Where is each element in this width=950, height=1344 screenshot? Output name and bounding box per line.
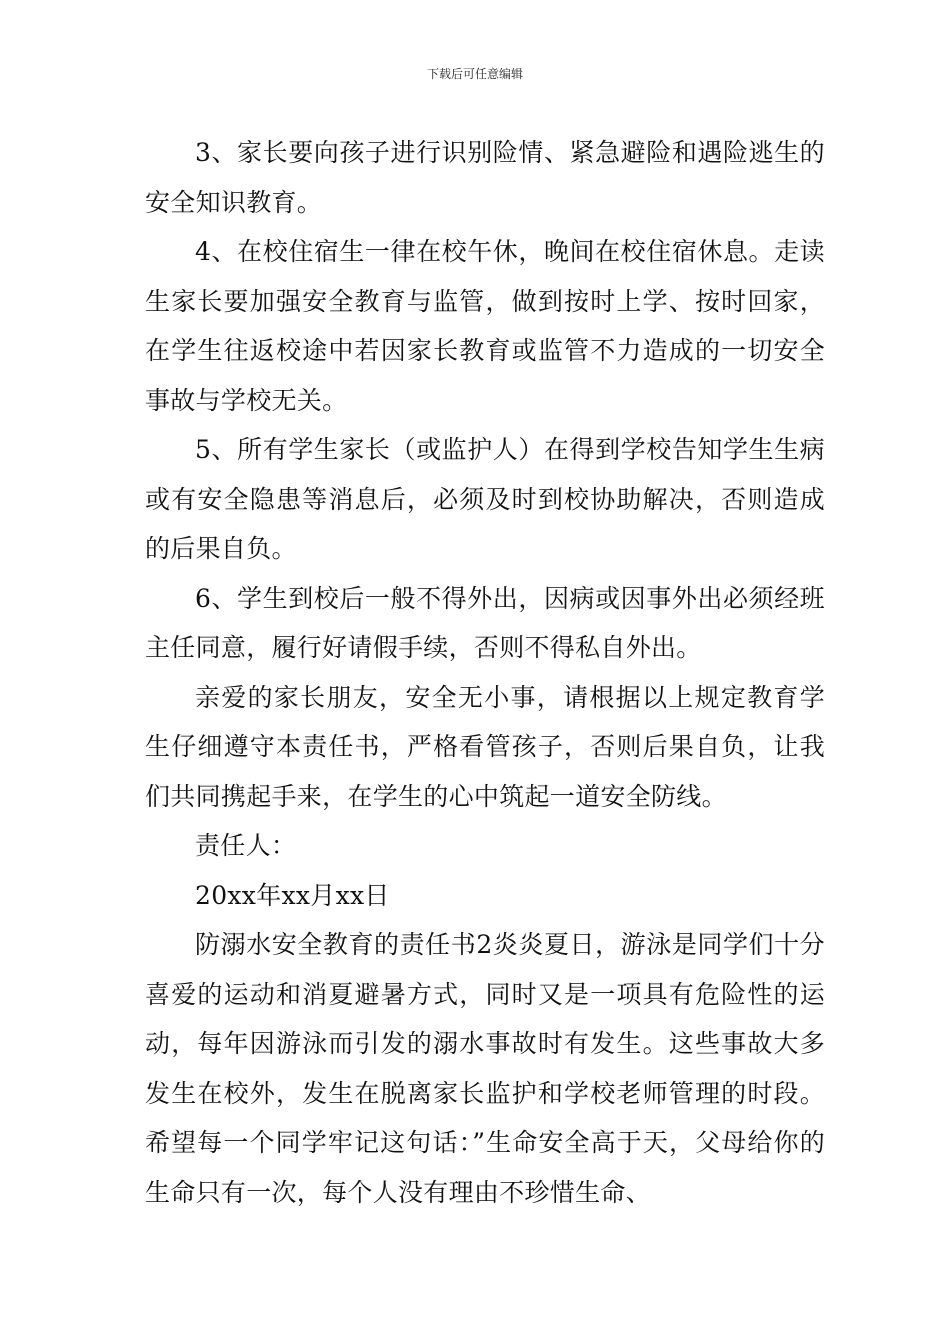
paragraph-item-3: 3、家长要向孩子进行识别险情、紧急避险和遇险逃生的安全知识教育。: [145, 138, 825, 217]
paragraph-section-2: 防溺水安全教育的责任书2炎炎夏日，游泳是同学们十分喜爱的运动和消夏避暑方式，同时又是一项具有危险性的运动，每年因游泳而引发的溺水事故时有发生。这些事故大多发生在校外，发生在脱离家长监护和学校老师管理的时段。希望每一个同学牢记这句话：”生命安全高于天，父母给你的生命只有一次，每个人没有理由不珍惜生命、: [145, 930, 825, 1207]
header-note: 下载后可任意编辑: [426, 67, 523, 81]
paragraph-item-4: 4、在校住宿生一律在校午休，晚间在校住宿休息。走读生家长要加强安全教育与监管，做到按时上学、按时回家，在学生往返校途中若因家长教育或监管不力造成的一切安全事故与学校无关。: [145, 237, 825, 415]
paragraph-item-5: 5、所有学生家长（或监护人）在得到学校告知学生生病或有安全隐患等消息后，必须及时到校协助解决，否则造成的后果自负。: [145, 435, 825, 563]
responsible-person-label: 责任人：: [195, 831, 297, 860]
paragraph-item-6: 6、学生到校后一般不得外出，因病或因事外出必须经班主任同意，履行好请假手续，否则不得私自外出。: [145, 583, 825, 662]
paragraph-closing: 亲爱的家长朋友，安全无小事，请根据以上规定教育学生仔细遵守本责任书，严格看管孩子，否则后果自负，让我们共同携起手来，在学生的心中筑起一道安全防线。: [145, 682, 825, 811]
document-body: [145, 128, 825, 1217]
date-line: 20xx年xx月xx日: [195, 880, 390, 910]
